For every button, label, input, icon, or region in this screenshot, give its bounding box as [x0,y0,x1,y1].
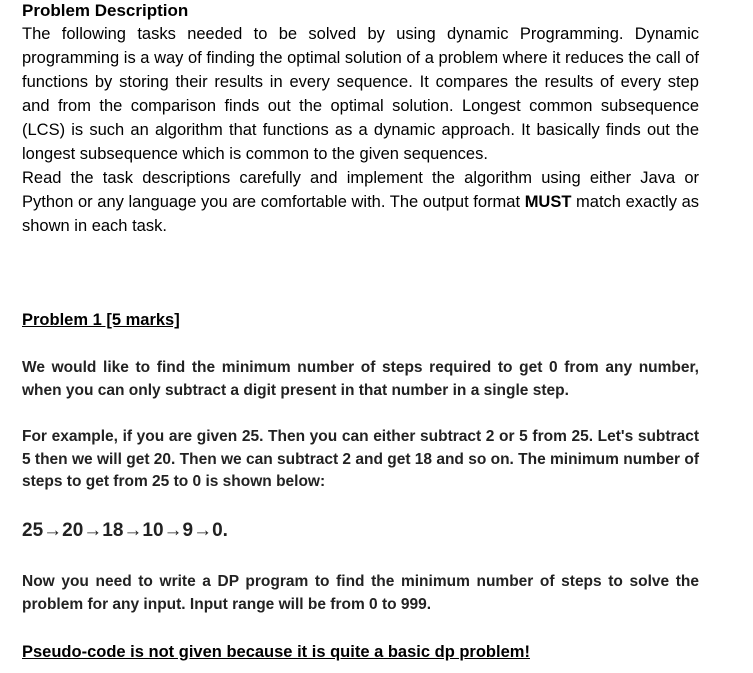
description-block [22,22,699,238]
description-paragraph: The following tasks needed to be solved by using dynamic Programming. Dynamic programming is a way of finding the optimal solution of a problem where it reduces the call of functions by storing their results in every sequence. It compares the results of every step and from the comparison finds out the optimal solution. Longest common subsequence (LCS) is such an algorithm that functions as a dynamic approach. It basically finds out the longest subsequence which is common to the given sequences. [22,25,699,163]
problem-statement: We would like to find the minimum number of steps required to get 0 from any number, when you can only subtract a digit present in that number in a single step. [22,359,699,399]
must-emphasis: MUST [524,193,572,211]
problem-task: Now you need to write a DP program to find the minimum number of steps to solve the problem for any input. Input range will be from 0 to 999. [22,573,699,613]
example-step-chain: 25→20→18→10→9→0. [22,520,228,541]
problem-example: For example, if you are given 25. Then you can either subtract 2 or 5 from 25. Let's subtract 5 then we will get 20. Then we can subtract 2 and get 18 and so on. The minimum number of steps to get from 25 to 0 is shown below: [22,428,699,490]
section-heading: Problem Description [22,1,189,20]
instructions-text-end: match exactly as shown in each task. [22,193,699,235]
problem-title: Problem 1 [5 marks] [22,311,180,329]
instructions-text-start: Read the task descriptions carefully and implement the algorithm using either Java or Python or any language you are comfortable with. The output format [22,169,699,211]
pseudocode-note: Pseudo-code is not given because it is quite a basic dp problem! [22,643,530,661]
instructions-paragraph [22,166,699,238]
